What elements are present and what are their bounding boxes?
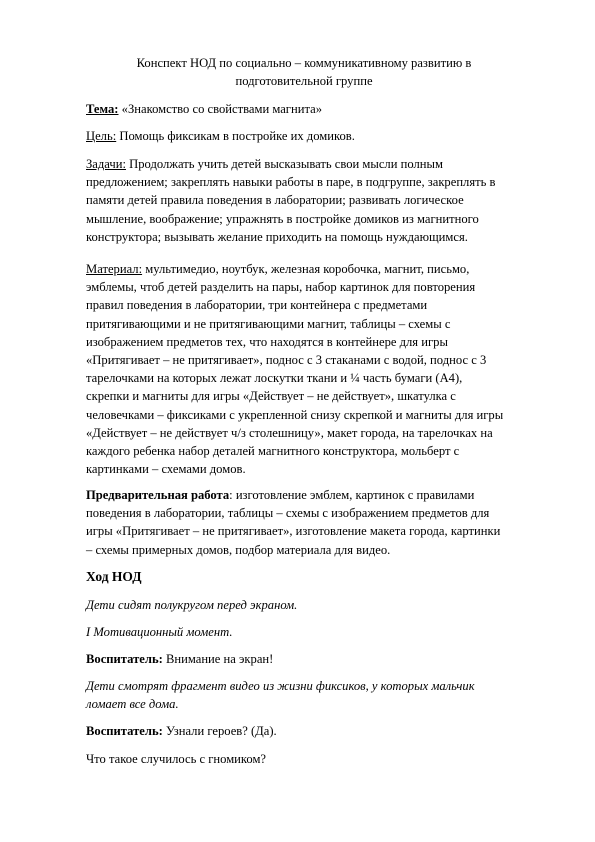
materials-line: «Действует – не действует ч/з столешницу», макет города, на тарелочках на	[86, 425, 493, 440]
document-title	[86, 54, 522, 90]
question-line: Что такое случилось с гномиком?	[86, 752, 267, 766]
course-heading: Ход НОД	[86, 569, 142, 584]
goal-text: Помощь фиксикам в постройке их домиков.	[116, 129, 355, 143]
prep-paragraph	[86, 486, 526, 559]
tasks-line: Задачи: Продолжать учить детей высказывать свои мысли полным	[86, 157, 443, 171]
materials-line: картинками – схемами домов.	[86, 462, 246, 477]
tasks-line: конструктора; вызывать желание приходить на помощь нуждающимся.	[86, 229, 468, 244]
tasks-line: памяти детей правила поведения в лаборатории; развивать логическое	[86, 193, 464, 208]
prep-label: Предварительная работа	[86, 488, 230, 502]
tasks-label: Задачи:	[86, 157, 126, 171]
topic-label: Тема:	[86, 102, 119, 116]
materials-line: каждого ребенка набор деталей магнитного конструктора, мольберт с	[86, 444, 460, 459]
goal-paragraph	[86, 127, 526, 145]
materials-line: правил поведения в лаборатории, три контейнера с предметами	[86, 298, 428, 313]
motivation-line: I Мотивационный момент.	[86, 625, 233, 639]
materials-line: скрепки и магниты для игры «Действует – не действует», шкатулка с	[86, 389, 456, 404]
tasks-line: мышление, воображение; упражнять в постройке домиков из магнитного	[86, 211, 479, 226]
dialog-text: Внимание на экран!	[162, 652, 274, 666]
materials-line: человечками – фиксиками с укрепленной снизу скрепкой и магниты для игры	[86, 407, 504, 422]
prep-line: поведения в лаборатории, таблицы – схемы с изображением предметов для	[86, 506, 490, 521]
tasks-paragraph	[86, 155, 526, 246]
tasks-line: предложением; закреплять навыки работы в паре, в подгруппе, закреплять в	[86, 175, 496, 190]
materials-line: эмблемы, чтоб детей разделить на пары, набор картинок для повторения	[86, 280, 476, 295]
title-line-1: Конспект НОД по социально – коммуникативному развитию в	[136, 56, 472, 70]
materials-line: тарелочками на которых лежат лоскутки ткани и ¼ часть бумаги (А4),	[86, 371, 463, 386]
children-watch-line: ломает все дома.	[86, 697, 179, 712]
prep-line: Предварительная работа: изготовление эмблем, картинок с правилами	[86, 488, 475, 502]
materials-label: Материал:	[86, 262, 143, 276]
dialog-text: Узнали героев? (Да).	[162, 724, 277, 738]
materials-line: притягивающими и не притягивающими магнит, таблицы – схемы с	[86, 316, 451, 331]
title-line-2: подготовительной группе	[235, 74, 373, 88]
children-watch-paragraph	[86, 677, 526, 713]
materials-line: изображением предметов тех, что находятся в контейнере для игры	[86, 334, 448, 349]
prep-line: – схемы примерных домов, подбор материала для видео.	[86, 542, 391, 557]
materials-line: «Притягивает – не притягивает», поднос с 3 стаканами с водой, поднос с 3	[86, 353, 487, 368]
materials-line: Материал: мультимедио, ноутбук, железная коробочка, магнит, письмо,	[86, 262, 470, 276]
speaker-label: Воспитатель:	[86, 652, 163, 666]
goal-label: Цель:	[86, 129, 117, 143]
children-watch-line: Дети смотрят фрагмент видео из жизни фиксиков, у которых мальчик	[86, 679, 475, 693]
speaker-label: Воспитатель:	[86, 724, 163, 738]
topic-paragraph	[86, 100, 526, 118]
dialog-line-2	[86, 722, 526, 740]
topic-text: «Знакомство со свойствами магнита»	[118, 102, 322, 116]
children-sit-line: Дети сидят полукругом перед экраном.	[86, 598, 298, 612]
dialog-line-1	[86, 650, 526, 668]
materials-paragraph	[86, 260, 526, 478]
prep-line: игры «Притягивает – не притягивает», изготовление макета города, картинки	[86, 524, 501, 539]
